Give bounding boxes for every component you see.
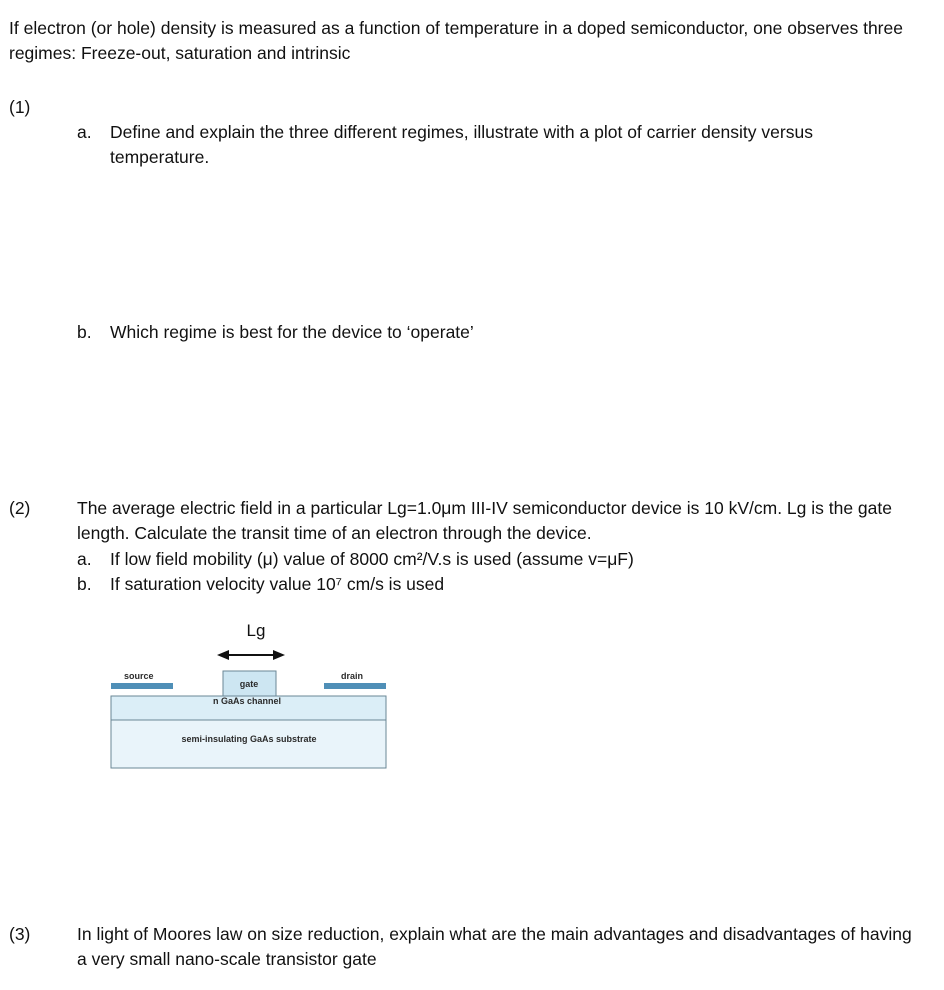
intro-text: If electron (or hole) density is measured as a function of temperature in a doped semiconductor, one observes three regimes: Freeze-out, saturation and intrinsic [9, 18, 903, 63]
question-2a-text: If low field mobility (μ) value of 8000 cm²/V.s is used (assume v=μF) [110, 549, 634, 569]
question-2b-letter: b. [77, 574, 92, 594]
substrate-layer [111, 720, 386, 768]
device-cross-section-diagram [100, 612, 400, 777]
question-2a-letter: a. [77, 549, 92, 569]
channel-label: n GaAs channel [212, 696, 282, 706]
question-1a-text: Define and explain the three different regimes, illustrate with a plot of carrier density versus temperature. [110, 122, 813, 167]
lg-double-arrow [217, 650, 285, 660]
question-2-text: The average electric field in a particular Lg=1.0μm III-IV semiconductor device is 10 kV/cm. Lg is the gate length. Calculate the transit time of an electron through the device. [77, 498, 892, 543]
question-1b-letter: b. [77, 322, 92, 342]
drain-contact [324, 683, 386, 689]
source-contact [111, 683, 173, 689]
question-2b-text: If saturation velocity value 10⁷ cm/s is used [110, 574, 445, 594]
question-1-number: (1) [9, 97, 31, 117]
question-2-number: (2) [9, 498, 31, 518]
source-label: source [124, 671, 154, 681]
drain-label: drain [341, 671, 364, 681]
question-1b-text: Which regime is best for the device to ‘operate’ [110, 322, 474, 342]
lg-label: Lg [246, 621, 266, 640]
gate-label: gate [239, 679, 259, 689]
question-1a-letter: a. [77, 122, 92, 142]
substrate-label: semi-insulating GaAs substrate [181, 734, 317, 744]
question-3-text: In light of Moores law on size reduction, explain what are the main advantages and disadvantages of having a very small nano-scale transistor gate [77, 924, 912, 969]
question-3-number: (3) [9, 924, 31, 944]
